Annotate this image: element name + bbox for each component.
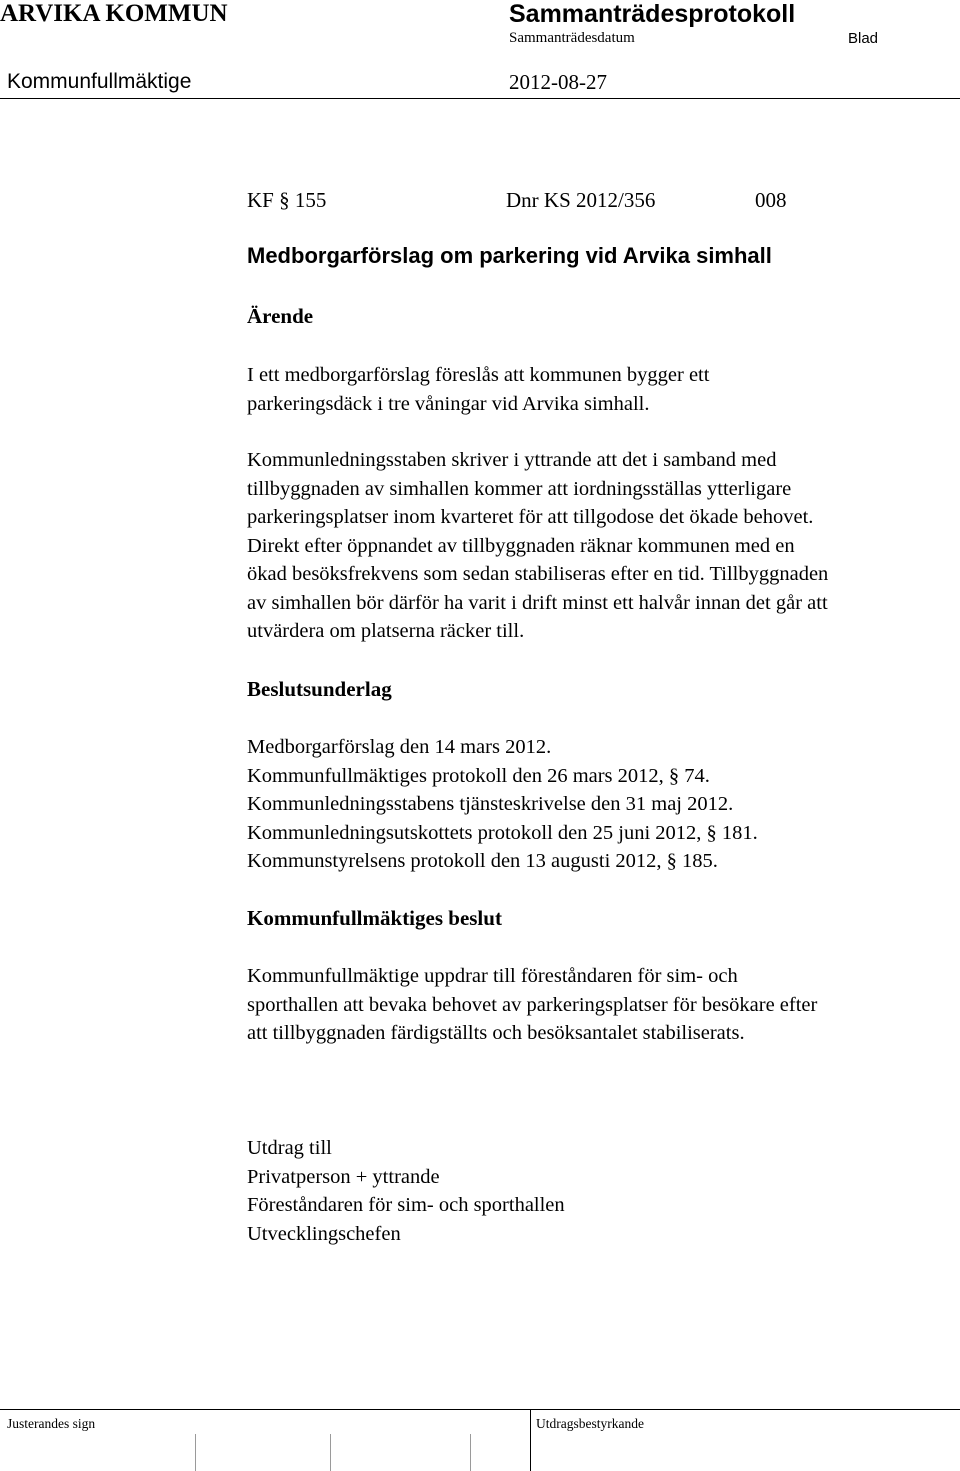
meeting-date: 2012-08-27 — [509, 70, 607, 94]
list-item: Utvecklingschefen — [247, 1222, 401, 1245]
arende-paragraph-2 — [247, 446, 828, 646]
decision-body: Kommunfullmäktige — [7, 70, 192, 93]
document-type: Sammanträdesprotokoll — [509, 0, 796, 28]
arende-paragraph-1 — [247, 361, 709, 418]
list-item: Medborgarförslag den 14 mars 2012. — [247, 736, 552, 758]
text-line: Direkt efter öppnandet av tillbyggnaden räknar kommunen med en — [247, 534, 795, 557]
section-number: KF § 155 — [247, 188, 327, 212]
text-line: Kommunfullmäktige uppdrar till föreståndaren för sim- och — [247, 965, 738, 987]
text-line: I ett medborgarförslag föreslås att kommunen bygger ett — [247, 364, 710, 386]
text-line: parkeringsdäck i tre våningar vid Arvika simhall. — [247, 392, 650, 415]
beslut-text — [247, 962, 817, 1048]
text-line: tillbyggnaden av simhallen kommer att iordningsställas ytterligare — [247, 477, 792, 500]
organization-name: ARVIKA KOMMUN — [0, 0, 228, 27]
list-item: Kommunledningsstabens tjänsteskrivelse den 31 maj 2012. — [247, 793, 734, 815]
list-item: Kommunfullmäktiges protokoll den 26 mars 2012, § 74. — [247, 764, 710, 787]
signature-box-divider — [195, 1434, 196, 1471]
meeting-date-caption: Sammanträdesdatum — [509, 30, 635, 46]
header-rule — [0, 98, 960, 99]
list-item: Privatperson + yttrande — [247, 1165, 440, 1188]
text-line: Kommunledningsstaben skriver i yttrande att det i samband med — [247, 449, 777, 471]
adjuster-sign-label: Justerandes sign — [7, 1416, 96, 1431]
footer-rule — [0, 1409, 960, 1410]
signature-box-divider — [470, 1434, 471, 1471]
text-line: att tillbyggnaden färdigställts och besöksantalet stabiliserats. — [247, 1022, 745, 1044]
text-line: parkeringsplatser inom kvarteret för att tillgodose det ökade behovet. — [247, 506, 814, 528]
text-line: ökad besöksfrekvens som sedan stabiliseras efter en tid. Tillbyggnaden — [247, 563, 829, 585]
text-line: av simhallen bör därför ha varit i drift minst ett halvår innan det går att — [247, 591, 828, 614]
beslut-heading: Kommunfullmäktiges beslut — [247, 906, 502, 930]
text-line: utvärdera om platserna räcker till. — [247, 620, 525, 642]
list-item: Kommunstyrelsens protokoll den 13 augusti 2012, § 185. — [247, 850, 718, 872]
case-title: Medborgarförslag om parkering vid Arvika simhall — [247, 243, 772, 268]
sheet-caption: Blad — [848, 30, 879, 47]
beslutsunderlag-list — [247, 733, 758, 876]
list-item: Kommunledningsutskottets protokoll den 25 juni 2012, § 181. — [247, 821, 758, 844]
footer-divider — [530, 1409, 531, 1471]
certified-label: Utdragsbestyrkande — [536, 1416, 644, 1431]
signature-box-divider — [330, 1434, 331, 1471]
beslutsunderlag-heading: Beslutsunderlag — [247, 677, 392, 701]
distribution-heading: Utdrag till — [247, 1137, 332, 1159]
text-line: sporthallen att bevaka behovet av parkeringsplatser för besökare efter — [247, 993, 818, 1016]
list-item: Föreståndaren för sim- och sporthallen — [247, 1194, 565, 1216]
classification-code: 008 — [755, 188, 787, 212]
arende-heading: Ärende — [247, 304, 314, 328]
registry-number: Dnr KS 2012/356 — [506, 188, 656, 212]
distribution-list — [247, 1134, 565, 1248]
